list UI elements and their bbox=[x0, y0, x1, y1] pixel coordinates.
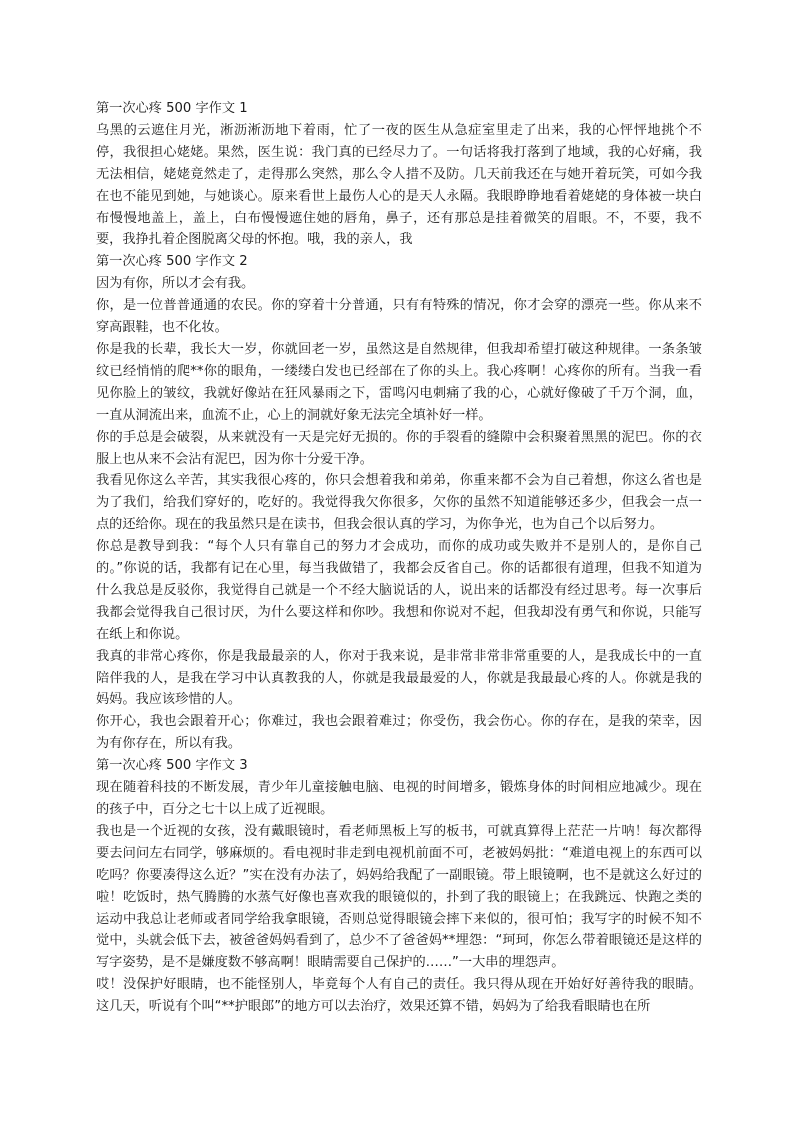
paragraph: 你是我的长辈，我长大一岁，你就回老一岁，虽然这是自然规律，但我却希望打破这种规律。一条条皱纹已经悄悄的爬**你的眼角，一缕缕白发也已经部在了你的头上。我心疼啊！心疼你的所有。当我一看见你脸上的皱纹，我就好像站在狂风暴雨之下，雷鸣闪电刺痛了我的心，心就好像破了千万个洞，血，一直从洞流出来，血流不止，心上的洞就好象无法完全填补好一样。 bbox=[96, 341, 702, 423]
essay-title-1: 第一次心疼 500 字作文 1 bbox=[96, 101, 248, 116]
paragraph: 我看见你这么辛苦，其实我很心疼的，你只会想着我和弟弟，你重来都不会为自己着想，你这么省也是为了我们，给我们穿好的，吃好的。我觉得我欠你很多，欠你的虽然不知道能够还多少，但我会一点一点的还给你。现在的我虽然只是在读书，但我会很认真的学习，为你争光，也为自己个以后努力。 bbox=[96, 473, 702, 533]
paragraph: 我也是一个近视的女孩，没有戴眼镜时，看老师黑板上写的板书，可就真算得上茫茫一片呐！每次都得要去问问左右同学，够麻烦的。看电视时非走到电视机前面不可，老被妈妈批：“难道电视上的东西可以吃吗？你要凑得这么近？”实在没有办法了，妈妈给我配了一副眼镜。带上眼镜啊，也不是就这么好过的啦！吃饭时，热气腾腾的水蒸气好像也喜欢我的眼镜似的，扑到了我的眼镜上；在我跳远、快跑之类的运动中我总让老师或者同学给我拿眼镜，否则总觉得眼镜会摔下来似的，很可怕；我写字的时候不知不觉中，头就会低下去，被爸爸妈妈看到了，总少不了爸爸妈**埋怨：“珂珂，你怎么带着眼镜还是这样的写字姿势，是不是嫌度数不够高啊！眼睛需要自己保护的……”一大串的埋怨声。 bbox=[96, 823, 702, 971]
paragraph: 我真的非常心疼你，你是我最最亲的人，你对于我来说，是非常非常非常重要的人，是我成长中的一直陪伴我的人，是我在学习中认真教我的人，你就是我最最爱的人，你就是我最最心疼的人。你就是我的妈妈。我应该珍惜的人。 bbox=[96, 648, 702, 708]
document-page bbox=[96, 98, 702, 1018]
paragraph: 你，是一位普普通通的农民。你的穿着十分普通，只有有特殊的情况，你才会穿的漂亮一些。你从来不穿高跟鞋，也不化妆。 bbox=[96, 298, 702, 336]
paragraph: 因为有你，所以才会有我。 bbox=[96, 276, 255, 292]
paragraph: 你的手总是会破裂，从来就没有一天是完好无损的。你的手裂看的缝隙中会积聚着黑黑的泥巴。你的衣服上也从来不会沾有泥巴，因为你十分爱干净。 bbox=[96, 429, 702, 467]
paragraph: 哎！没保护好眼睛，也不能怪别人，毕竟每个人有自己的责任。我只得从现在开始好好善待我的眼睛。这几天，听说有个叫“**护眼郎”的地方可以去治疗，效果还算不错，妈妈为了给我看眼睛也在所 bbox=[96, 977, 702, 1015]
paragraph: 你开心，我也会跟着开心；你难过，我也会跟着难过；你受伤，我会伤心。你的存在，是我的荣幸，因为有你存在，所以有我。 bbox=[96, 714, 702, 752]
paragraph: 乌黑的云遮住月光，淅沥淅沥地下着雨，忙了一夜的医生从急症室里走了出来，我的心怦怦地挑个不停，我很担心姥姥。果然，医生说：我门真的已经尽力了。一句话将我打落到了地域，我的心好痛，我无法相信，姥姥竟然走了，走得那么突然，那么令人措不及防。几天前我还在与她开着玩笑，可如今我在也不能见到她，与她谈心。原来看世上最伤人心的是天人永隔。我眼睁睁地看着姥姥的身体被一块白布慢慢地盖上，盖上，白布慢慢遮住她的唇角，鼻子，还有那总是挂着微笑的眉眼。不，不要，我不要，我挣扎着企图脱离父母的怀抱。哦，我的亲人，我 bbox=[96, 122, 702, 248]
essay-title-3: 第一次心疼 500 字作文 3 bbox=[96, 758, 248, 774]
essay-title-2: 第一次心疼 500 字作文 2 bbox=[96, 254, 248, 270]
paragraph: 你总是教导到我：“每个人只有靠自己的努力才会成功，而你的成功或失败并不是别人的，是你自己的。”你说的话，我都有记在心里，每当我做错了，我都会反省自己。你的话都很有道理，但我不知道为什么我总是反驳你，我觉得自己就是一个不经大脑说话的人，说出来的话都没有经过思考。每一次事后我都会觉得我自己很讨厌，为什么要这样和你吵。我想和你说对不起，但我却没有勇气和你说，只能写在纸上和你说。 bbox=[96, 539, 702, 642]
paragraph: 现在随着科技的不断发展，青少年儿童接触电脑、电视的时间增多，锻炼身体的时间相应地减少。现在的孩子中，百分之七十以上成了近视眼。 bbox=[96, 780, 702, 817]
